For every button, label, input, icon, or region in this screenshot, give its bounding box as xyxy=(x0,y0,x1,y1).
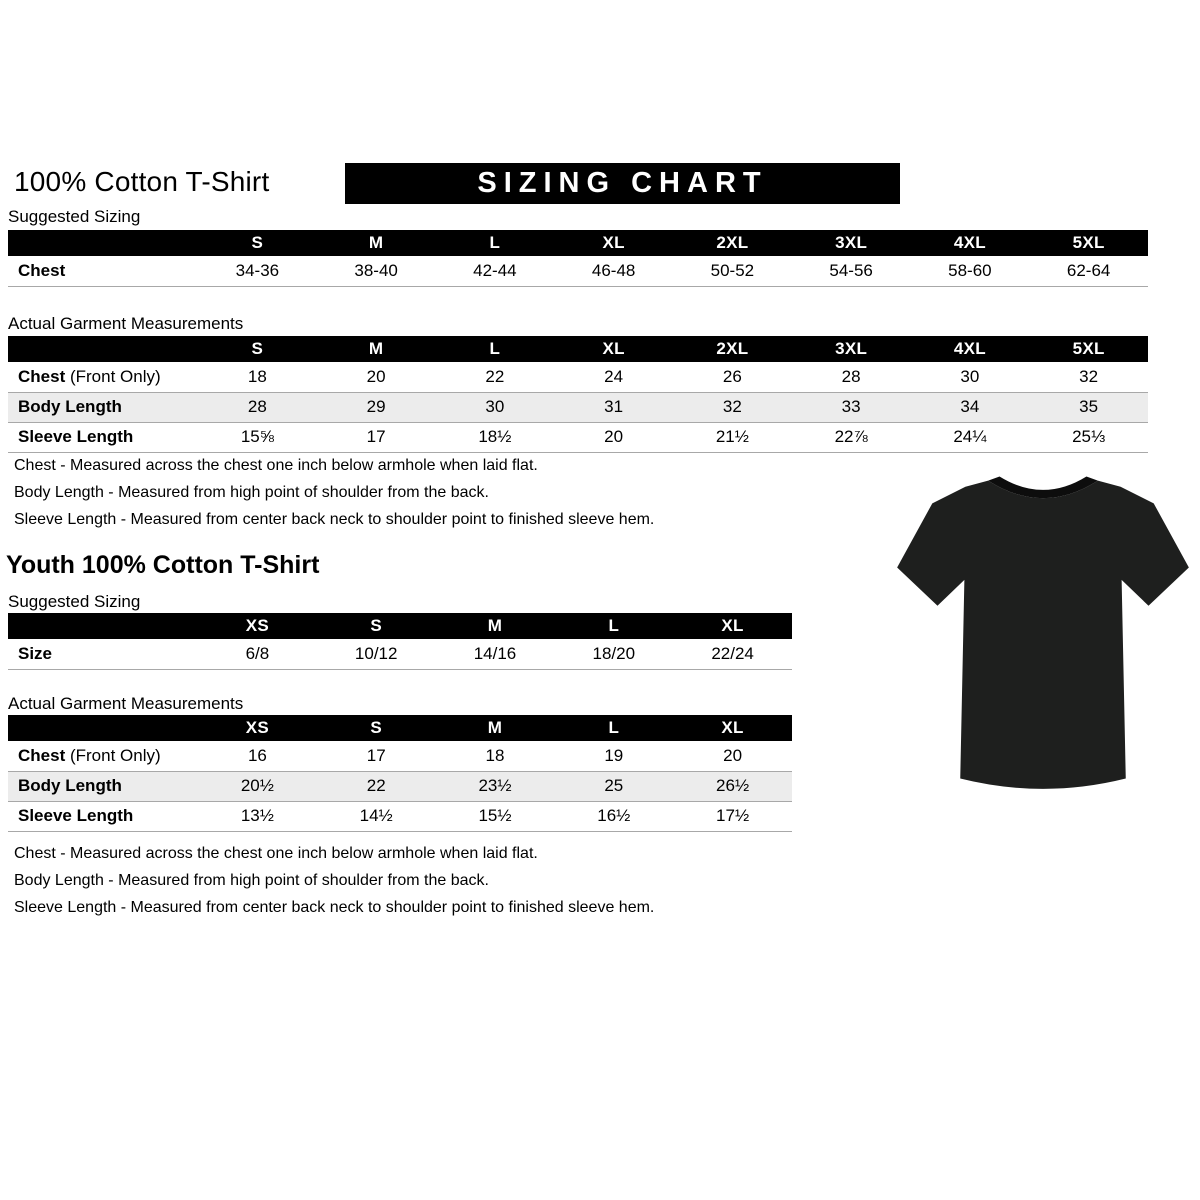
size-header-row xyxy=(8,613,792,639)
measurement-value: 31 xyxy=(554,392,673,422)
adult-actual-measurements-table xyxy=(8,336,1148,453)
measurement-value: 26½ xyxy=(673,771,792,801)
note-chest: Chest - Measured across the chest one inch below armhole when laid flat. xyxy=(14,845,538,862)
size-header-row xyxy=(8,230,1148,256)
measurement-value: 20 xyxy=(673,741,792,771)
size-column-header: L xyxy=(554,715,673,741)
adult-suggested-sizing-heading: Suggested Sizing xyxy=(8,207,141,226)
measurement-row xyxy=(8,422,1148,452)
size-column-header: S xyxy=(317,715,436,741)
youth-section-title: Youth 100% Cotton T-Shirt xyxy=(6,551,320,579)
row-label: Body Length xyxy=(8,392,198,422)
measurement-value: 18 xyxy=(436,741,555,771)
measurement-value: 29 xyxy=(317,392,436,422)
measurement-value: 20 xyxy=(554,422,673,452)
measurement-value: 62-64 xyxy=(1029,256,1148,286)
measurement-value: 23½ xyxy=(436,771,555,801)
size-column-header: S xyxy=(198,230,317,256)
youth-suggested-sizing-heading: Suggested Sizing xyxy=(8,592,141,611)
measurement-value: 17 xyxy=(317,741,436,771)
sizing-chart-banner xyxy=(345,163,900,204)
measurement-row xyxy=(8,392,1148,422)
measurement-row xyxy=(8,639,792,669)
size-column-header: XS xyxy=(198,613,317,639)
size-column-header: 5XL xyxy=(1029,230,1148,256)
measurement-value: 10/12 xyxy=(317,639,436,669)
note-body-length: Body Length - Measured from high point of shoulder from the back. xyxy=(14,484,489,501)
measurement-value: 50-52 xyxy=(673,256,792,286)
size-column-header: XL xyxy=(673,613,792,639)
measurement-value: 26 xyxy=(673,362,792,392)
measurement-value: 19 xyxy=(554,741,673,771)
header-corner-cell xyxy=(8,230,198,256)
note-sleeve-length: Sleeve Length - Measured from center back neck to shoulder point to finished sleeve hem. xyxy=(14,511,655,528)
size-header-row xyxy=(8,715,792,741)
tshirt-body-shape xyxy=(897,481,1189,789)
size-column-header: M xyxy=(436,715,555,741)
measurement-value: 24 xyxy=(554,362,673,392)
measurement-value: 25⅓ xyxy=(1029,422,1148,452)
measurement-value: 58-60 xyxy=(911,256,1030,286)
measurement-value: 15½ xyxy=(436,801,555,831)
size-column-header: M xyxy=(317,230,436,256)
measurement-value: 54-56 xyxy=(792,256,911,286)
size-column-header: 4XL xyxy=(911,230,1030,256)
size-column-header: M xyxy=(317,336,436,362)
size-column-header: XS xyxy=(198,715,317,741)
measurement-value: 35 xyxy=(1029,392,1148,422)
size-column-header: 2XL xyxy=(673,336,792,362)
measurement-value: 17½ xyxy=(673,801,792,831)
size-column-header: S xyxy=(317,613,436,639)
measurement-value: 18½ xyxy=(436,422,555,452)
measurement-value: 32 xyxy=(1029,362,1148,392)
measurement-value: 25 xyxy=(554,771,673,801)
measurement-value: 22 xyxy=(317,771,436,801)
measurement-value: 14/16 xyxy=(436,639,555,669)
measurement-value: 32 xyxy=(673,392,792,422)
size-column-header: 2XL xyxy=(673,230,792,256)
measurement-value: 6/8 xyxy=(198,639,317,669)
size-column-header: L xyxy=(436,336,555,362)
measurement-value: 15⅝ xyxy=(198,422,317,452)
row-label: Body Length xyxy=(8,771,198,801)
header-corner-cell xyxy=(8,613,198,639)
measurement-value: 30 xyxy=(436,392,555,422)
page-title: 100% Cotton T-Shirt xyxy=(14,166,270,197)
adult-actual-measurements-heading: Actual Garment Measurements xyxy=(8,314,244,333)
measurement-value: 34 xyxy=(911,392,1030,422)
note-chest: Chest - Measured across the chest one inch below armhole when laid flat. xyxy=(14,457,538,474)
measurement-value: 22⅞ xyxy=(792,422,911,452)
size-column-header: XL xyxy=(554,230,673,256)
measurement-value: 24¼ xyxy=(911,422,1030,452)
row-label: Sleeve Length xyxy=(8,422,198,452)
adult-measurement-notes xyxy=(14,452,654,533)
size-column-header: 3XL xyxy=(792,336,911,362)
youth-measurement-notes xyxy=(14,840,654,921)
youth-suggested-sizing-table xyxy=(8,613,792,670)
size-column-header: 4XL xyxy=(911,336,1030,362)
measurement-row xyxy=(8,771,792,801)
youth-actual-measurements-table xyxy=(8,715,792,832)
measurement-value: 33 xyxy=(792,392,911,422)
size-column-header: XL xyxy=(554,336,673,362)
size-column-header: L xyxy=(554,613,673,639)
size-header-row xyxy=(8,336,1148,362)
measurement-value: 22/24 xyxy=(673,639,792,669)
measurement-row xyxy=(8,362,1148,392)
measurement-row xyxy=(8,741,792,771)
adult-suggested-sizing-table xyxy=(8,230,1148,287)
measurement-value: 18/20 xyxy=(554,639,673,669)
size-column-header: 3XL xyxy=(792,230,911,256)
measurement-value: 28 xyxy=(792,362,911,392)
row-label: Chest xyxy=(8,256,198,286)
size-column-header: 5XL xyxy=(1029,336,1148,362)
measurement-value: 42-44 xyxy=(436,256,555,286)
row-label: Chest (Front Only) xyxy=(8,362,198,392)
header-corner-cell xyxy=(8,715,198,741)
measurement-value: 13½ xyxy=(198,801,317,831)
measurement-value: 28 xyxy=(198,392,317,422)
measurement-value: 17 xyxy=(317,422,436,452)
measurement-value: 16½ xyxy=(554,801,673,831)
tshirt-product-image xyxy=(893,468,1193,818)
sizing-chart-banner-label: SIZING CHART xyxy=(477,167,768,199)
measurement-value: 18 xyxy=(198,362,317,392)
row-label: Chest (Front Only) xyxy=(8,741,198,771)
measurement-row xyxy=(8,256,1148,286)
tshirt-silhouette-icon xyxy=(893,468,1193,818)
measurement-value: 20 xyxy=(317,362,436,392)
measurement-value: 20½ xyxy=(198,771,317,801)
measurement-value: 16 xyxy=(198,741,317,771)
measurement-value: 21½ xyxy=(673,422,792,452)
youth-actual-measurements-heading: Actual Garment Measurements xyxy=(8,694,244,713)
measurement-value: 38-40 xyxy=(317,256,436,286)
measurement-value: 34-36 xyxy=(198,256,317,286)
measurement-value: 30 xyxy=(911,362,1030,392)
measurement-row xyxy=(8,801,792,831)
row-label: Size xyxy=(8,639,198,669)
measurement-value: 14½ xyxy=(317,801,436,831)
size-column-header: L xyxy=(436,230,555,256)
note-sleeve-length: Sleeve Length - Measured from center back neck to shoulder point to finished sleeve hem. xyxy=(14,899,655,916)
size-column-header: S xyxy=(198,336,317,362)
header-corner-cell xyxy=(8,336,198,362)
row-label: Sleeve Length xyxy=(8,801,198,831)
size-column-header: XL xyxy=(673,715,792,741)
note-body-length: Body Length - Measured from high point of shoulder from the back. xyxy=(14,872,489,889)
measurement-value: 46-48 xyxy=(554,256,673,286)
size-column-header: M xyxy=(436,613,555,639)
measurement-value: 22 xyxy=(436,362,555,392)
